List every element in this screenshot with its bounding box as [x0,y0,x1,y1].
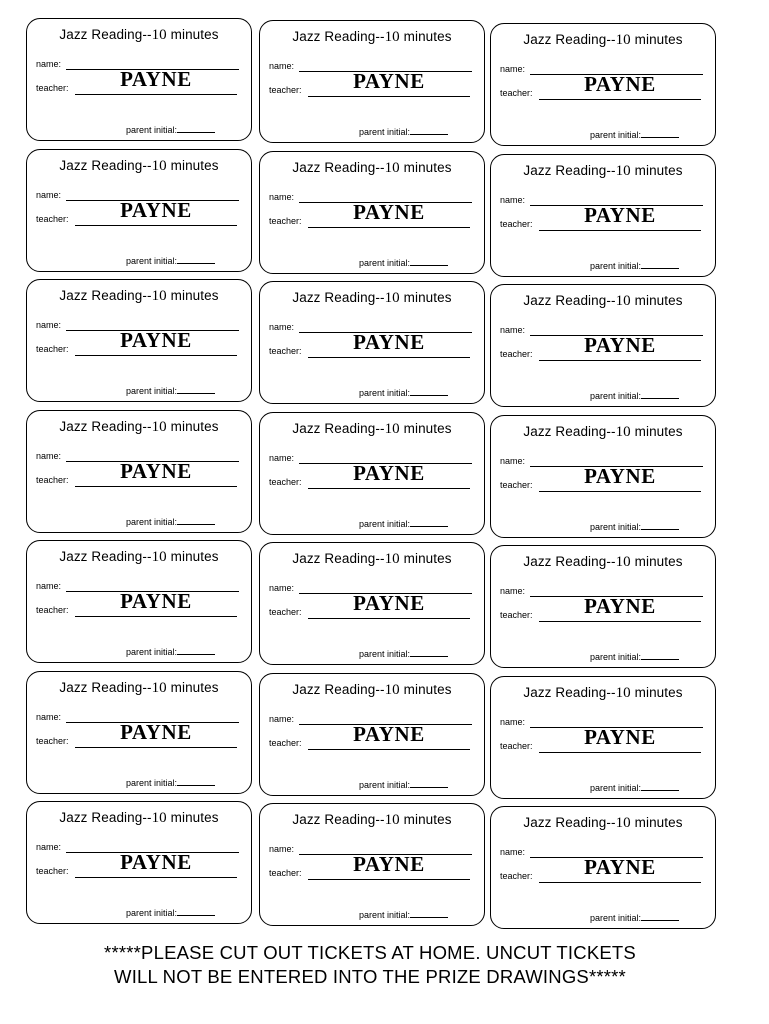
reading-ticket-r1-c3 [490,23,716,146]
ticket-title-unit: minutes [399,812,452,827]
parent-initial [590,130,679,140]
ticket-title [260,29,484,46]
parent-initial-line [410,656,448,657]
teacher-label: teacher: [269,868,302,878]
name-label: name: [36,581,62,591]
parent-initial [590,391,679,401]
ticket-title-unit: minutes [630,32,683,47]
parent-initial-label: parent initial: [125,256,177,266]
parent-initial [359,519,448,529]
parent-initial-line [410,134,448,135]
ticket-title-number: 10 [384,29,400,45]
teacher-name: PAYNE [353,852,425,876]
teacher-name: PAYNE [353,330,425,354]
reading-ticket-r5-c2 [259,542,485,665]
teacher-label: teacher: [500,219,533,229]
ticket-title-number: 10 [384,682,400,698]
teacher-line [308,96,470,97]
name-label: name: [269,192,295,202]
reading-ticket-r5-c3 [490,545,716,668]
parent-initial-label: parent initial: [125,647,177,657]
reading-ticket-r7-c1 [26,801,252,924]
ticket-title-number: 10 [151,419,167,435]
parent-initial [590,783,679,793]
ticket-title-prefix: Jazz Reading-- [59,419,152,434]
name-label: name: [500,456,526,466]
parent-initial [359,780,448,790]
ticket-title-number: 10 [615,163,631,179]
ticket-title-prefix: Jazz Reading-- [59,810,152,825]
reading-ticket-r3-c1 [26,279,252,402]
parent-initial-line [641,790,679,791]
ticket-title-prefix: Jazz Reading-- [292,29,385,44]
ticket-title-number: 10 [151,549,167,565]
name-label: name: [500,586,526,596]
teacher-label: teacher: [500,610,533,620]
parent-initial [359,649,448,659]
ticket-title [27,158,251,175]
parent-initial [126,256,215,266]
ticket-title-prefix: Jazz Reading-- [292,160,385,175]
teacher-name: PAYNE [584,203,656,227]
teacher-name: PAYNE [353,69,425,93]
teacher-line [539,752,701,753]
parent-initial-line [177,524,215,525]
teacher-label: teacher: [500,349,533,359]
ticket-title [491,32,715,49]
parent-initial-line [641,398,679,399]
ticket-title [491,163,715,180]
name-label: name: [269,714,295,724]
parent-initial [126,386,215,396]
ticket-title-prefix: Jazz Reading-- [523,163,616,178]
parent-initial [126,908,215,918]
teacher-name: PAYNE [584,333,656,357]
reading-ticket-r3-c3 [490,284,716,407]
parent-initial [359,910,448,920]
ticket-title-unit: minutes [399,29,452,44]
ticket-title-number: 10 [615,32,631,48]
teacher-name: PAYNE [120,720,192,744]
parent-initial-line [177,915,215,916]
name-label: name: [36,712,62,722]
ticket-title-unit: minutes [630,815,683,830]
teacher-label: teacher: [500,741,533,751]
parent-initial-label: parent initial: [125,908,177,918]
parent-initial-line [410,526,448,527]
name-label: name: [500,717,526,727]
teacher-line [539,491,701,492]
ticket-title-unit: minutes [166,549,219,564]
ticket-title-prefix: Jazz Reading-- [523,815,616,830]
ticket-title-unit: minutes [166,810,219,825]
parent-initial-line [641,920,679,921]
ticket-title-unit: minutes [166,158,219,173]
reading-ticket-r3-c2 [259,281,485,404]
parent-initial-line [410,395,448,396]
teacher-line [75,486,237,487]
teacher-label: teacher: [269,346,302,356]
teacher-name: PAYNE [353,200,425,224]
ticket-title [260,812,484,829]
ticket-title [491,815,715,832]
ticket-title-number: 10 [384,160,400,176]
teacher-name: PAYNE [353,461,425,485]
ticket-title-prefix: Jazz Reading-- [292,682,385,697]
parent-initial [126,517,215,527]
teacher-line [539,882,701,883]
name-label: name: [500,195,526,205]
reading-ticket-r6-c1 [26,671,252,794]
teacher-line [308,227,470,228]
ticket-title-unit: minutes [630,685,683,700]
teacher-name: PAYNE [120,328,192,352]
ticket-title [27,288,251,305]
parent-initial-label: parent initial: [125,386,177,396]
teacher-label: teacher: [269,85,302,95]
name-label: name: [500,847,526,857]
ticket-title [260,551,484,568]
name-label: name: [36,190,62,200]
name-label: name: [500,64,526,74]
teacher-line [308,749,470,750]
ticket-title [260,682,484,699]
reading-ticket-r6-c2 [259,673,485,796]
parent-initial-label: parent initial: [358,780,410,790]
parent-initial-line [177,785,215,786]
parent-initial-line [177,654,215,655]
reading-ticket-r2-c2 [259,151,485,274]
teacher-line [539,99,701,100]
teacher-label: teacher: [269,607,302,617]
teacher-line [539,621,701,622]
ticket-title [260,290,484,307]
teacher-name: PAYNE [353,591,425,615]
teacher-name: PAYNE [120,67,192,91]
teacher-line [75,877,237,878]
parent-initial-line [410,787,448,788]
ticket-title [27,810,251,827]
teacher-line [75,747,237,748]
parent-initial [359,388,448,398]
parent-initial [590,652,679,662]
teacher-name: PAYNE [120,589,192,613]
parent-initial [590,261,679,271]
parent-initial-line [410,917,448,918]
parent-initial [126,125,215,135]
ticket-title-prefix: Jazz Reading-- [292,551,385,566]
ticket-title-unit: minutes [399,682,452,697]
teacher-name: PAYNE [120,198,192,222]
ticket-title-prefix: Jazz Reading-- [59,158,152,173]
teacher-label: teacher: [269,216,302,226]
teacher-line [75,94,237,95]
teacher-name: PAYNE [120,850,192,874]
teacher-label: teacher: [500,871,533,881]
parent-initial-label: parent initial: [358,127,410,137]
ticket-title-number: 10 [615,293,631,309]
teacher-label: teacher: [36,605,69,615]
ticket-title-prefix: Jazz Reading-- [523,554,616,569]
ticket-title [491,293,715,310]
teacher-name: PAYNE [584,855,656,879]
teacher-line [75,616,237,617]
teacher-name: PAYNE [584,594,656,618]
ticket-title-number: 10 [615,815,631,831]
ticket-title-unit: minutes [630,554,683,569]
ticket-title-unit: minutes [630,424,683,439]
ticket-title-number: 10 [151,27,167,43]
ticket-title-unit: minutes [399,160,452,175]
teacher-label: teacher: [269,477,302,487]
ticket-title-number: 10 [384,421,400,437]
ticket-title-number: 10 [384,551,400,567]
ticket-title-number: 10 [384,290,400,306]
cut-out-notice: *****PLEASE CUT OUT TICKETS AT HOME. UNCUT TICKETS WILL NOT BE ENTERED INTO THE PRIZE DRAWINGS***** [104,942,636,987]
ticket-title-number: 10 [615,685,631,701]
ticket-title [260,421,484,438]
parent-initial-label: parent initial: [589,913,641,923]
parent-initial-label: parent initial: [125,517,177,527]
parent-initial [359,258,448,268]
ticket-title-unit: minutes [630,293,683,308]
reading-ticket-r6-c3 [490,676,716,799]
teacher-name: PAYNE [584,72,656,96]
parent-initial-label: parent initial: [589,783,641,793]
parent-initial-label: parent initial: [358,910,410,920]
ticket-title-unit: minutes [399,421,452,436]
ticket-title-prefix: Jazz Reading-- [523,32,616,47]
ticket-title-prefix: Jazz Reading-- [523,685,616,700]
reading-ticket-r4-c2 [259,412,485,535]
name-label: name: [36,320,62,330]
ticket-title-number: 10 [151,680,167,696]
reading-ticket-r2-c1 [26,149,252,272]
teacher-label: teacher: [500,88,533,98]
name-label: name: [269,61,295,71]
ticket-title [260,160,484,177]
teacher-line [75,355,237,356]
name-label: name: [500,325,526,335]
ticket-title-prefix: Jazz Reading-- [523,293,616,308]
ticket-title-prefix: Jazz Reading-- [59,288,152,303]
parent-initial-line [177,263,215,264]
ticket-title-number: 10 [151,810,167,826]
parent-initial-label: parent initial: [589,522,641,532]
teacher-label: teacher: [500,480,533,490]
parent-initial-label: parent initial: [589,391,641,401]
ticket-title-unit: minutes [399,551,452,566]
ticket-title-prefix: Jazz Reading-- [292,812,385,827]
reading-ticket-r2-c3 [490,154,716,277]
parent-initial-label: parent initial: [589,261,641,271]
reading-ticket-r7-c3 [490,806,716,929]
ticket-title [491,685,715,702]
ticket-title [27,27,251,44]
parent-initial [590,913,679,923]
parent-initial-label: parent initial: [125,778,177,788]
name-label: name: [269,583,295,593]
ticket-title-unit: minutes [166,419,219,434]
parent-initial-line [177,393,215,394]
teacher-line [539,360,701,361]
parent-initial-line [641,137,679,138]
parent-initial-line [410,265,448,266]
parent-initial [126,647,215,657]
name-label: name: [269,322,295,332]
reading-ticket-r1-c1 [26,18,252,141]
parent-initial-label: parent initial: [358,388,410,398]
ticket-title-prefix: Jazz Reading-- [59,680,152,695]
teacher-line [539,230,701,231]
parent-initial-line [641,659,679,660]
ticket-title [27,419,251,436]
reading-ticket-r7-c2 [259,803,485,926]
name-label: name: [36,59,62,69]
ticket-title-number: 10 [615,554,631,570]
teacher-label: teacher: [36,736,69,746]
teacher-line [308,879,470,880]
ticket-title-prefix: Jazz Reading-- [523,424,616,439]
teacher-label: teacher: [36,214,69,224]
ticket-title-prefix: Jazz Reading-- [59,27,152,42]
parent-initial-label: parent initial: [589,130,641,140]
teacher-line [308,618,470,619]
parent-initial-line [641,268,679,269]
teacher-label: teacher: [36,475,69,485]
reading-ticket-r1-c2 [259,20,485,143]
ticket-title-prefix: Jazz Reading-- [59,549,152,564]
name-label: name: [269,844,295,854]
parent-initial [359,127,448,137]
teacher-line [75,225,237,226]
teacher-name: PAYNE [584,725,656,749]
ticket-title-unit: minutes [166,27,219,42]
parent-initial-label: parent initial: [125,125,177,135]
parent-initial-line [177,132,215,133]
ticket-title [491,424,715,441]
reading-ticket-r4-c3 [490,415,716,538]
parent-initial-label: parent initial: [358,519,410,529]
ticket-title-number: 10 [384,812,400,828]
teacher-label: teacher: [36,83,69,93]
name-label: name: [36,451,62,461]
ticket-title-number: 10 [615,424,631,440]
teacher-label: teacher: [269,738,302,748]
ticket-title [491,554,715,571]
name-label: name: [36,842,62,852]
reading-ticket-r4-c1 [26,410,252,533]
parent-initial [126,778,215,788]
ticket-title [27,549,251,566]
teacher-line [308,488,470,489]
ticket-title [27,680,251,697]
parent-initial-label: parent initial: [358,258,410,268]
ticket-title-unit: minutes [166,288,219,303]
ticket-title-number: 10 [151,158,167,174]
teacher-line [308,357,470,358]
ticket-title-number: 10 [151,288,167,304]
teacher-label: teacher: [36,866,69,876]
parent-initial-label: parent initial: [589,652,641,662]
ticket-title-unit: minutes [399,290,452,305]
ticket-title-unit: minutes [166,680,219,695]
teacher-name: PAYNE [584,464,656,488]
parent-initial-label: parent initial: [358,649,410,659]
teacher-label: teacher: [36,344,69,354]
ticket-title-unit: minutes [630,163,683,178]
ticket-title-prefix: Jazz Reading-- [292,290,385,305]
parent-initial-line [641,529,679,530]
parent-initial [590,522,679,532]
ticket-title-prefix: Jazz Reading-- [292,421,385,436]
teacher-name: PAYNE [120,459,192,483]
name-label: name: [269,453,295,463]
teacher-name: PAYNE [353,722,425,746]
reading-ticket-r5-c1 [26,540,252,663]
